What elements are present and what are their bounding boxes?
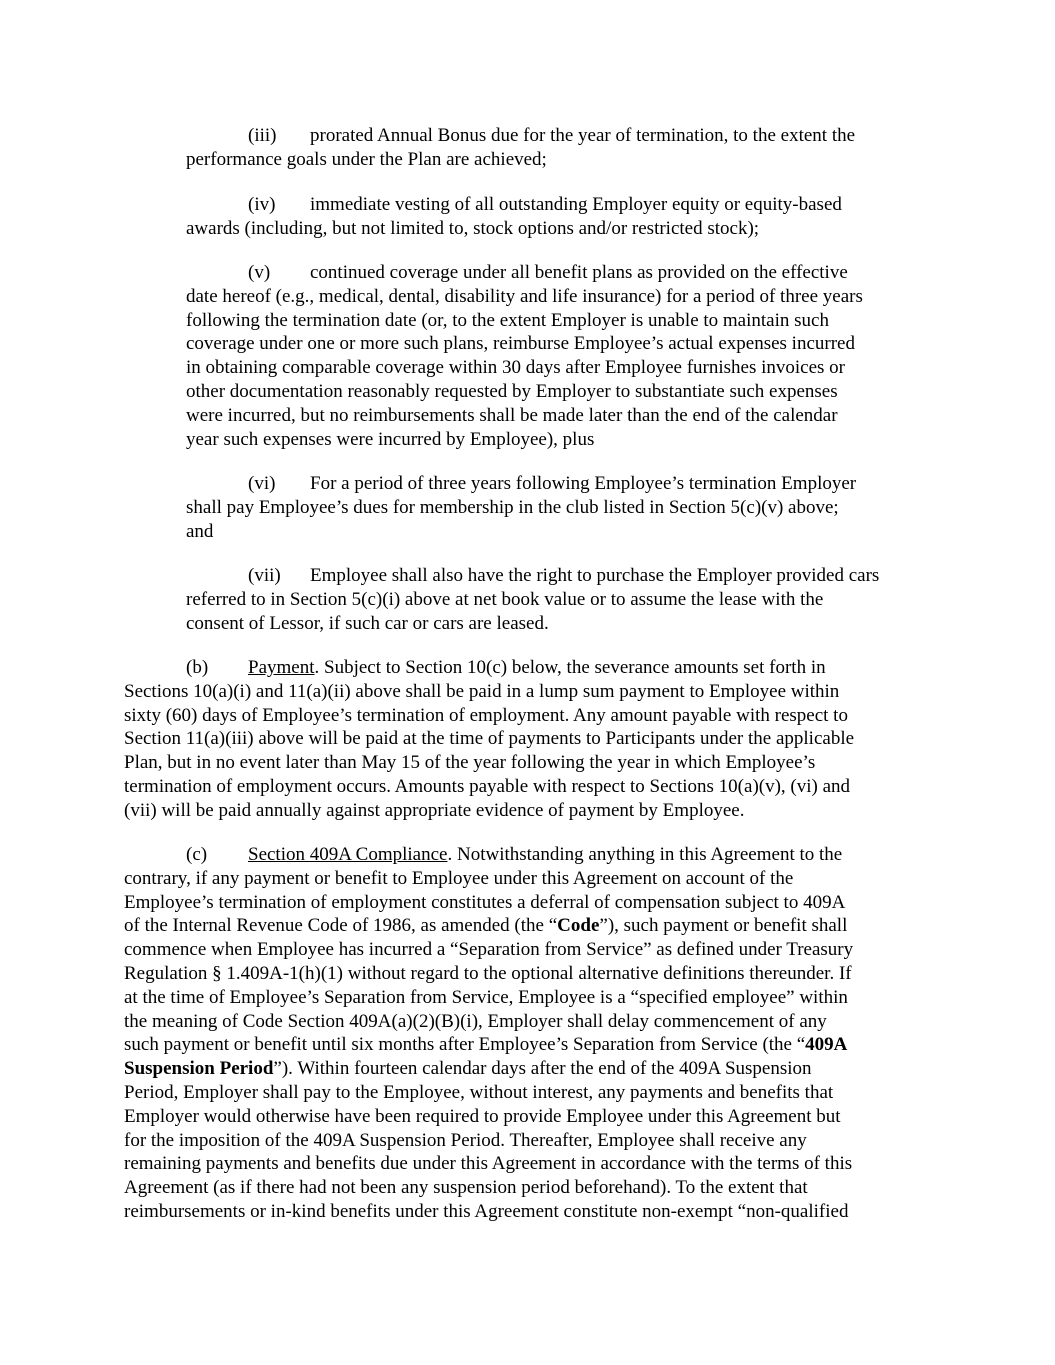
paragraph-line: Suspension Period”). Within fourteen calendar days after the end of the 409A Suspension (124, 1058, 812, 1080)
paragraph-line: Agreement (as if there had not been any suspension period beforehand). To the extent that (124, 1177, 808, 1199)
list-item-iii (186, 124, 946, 172)
paragraph-line: Regulation § 1.409A-1(h)(1) without regard to the optional alternative definitions thereunder. If (124, 962, 852, 984)
defined-term-409a: 409A (805, 1034, 848, 1056)
paragraph-c-409a (124, 843, 924, 1224)
paragraph-line: of the Internal Revenue Code of 1986, as amended (the “Code”), such payment or benefit shall (124, 915, 848, 937)
list-item-line: (iii) prorated Annual Bonus due for the year of termination, to the extent the (248, 125, 856, 146)
paragraph-number: (b) (186, 657, 209, 678)
paragraph-line: sixty (60) days of Employee’s termination of employment. Any amount payable with respect to (124, 704, 848, 726)
paragraph-line: Plan, but in no event later than May 15 of the year following the year in which Employee’s (124, 752, 816, 774)
list-item-line: were incurred, but no reimbursements shall be made later than the end of the calendar (186, 404, 838, 426)
defined-term-code: Code (557, 915, 600, 937)
defined-term-suspension-period: Suspension Period (124, 1058, 274, 1080)
list-item-line: year such expenses were incurred by Employee), plus (186, 428, 595, 450)
paragraph-line: such payment or benefit until six months after Employee’s Separation from Service (the “409A (124, 1034, 848, 1056)
list-item-line: (iv) immediate vesting of all outstanding Employer equity or equity-based (248, 194, 842, 215)
paragraph-number: (c) (186, 844, 208, 865)
paragraph-line: (b) Payment. Subject to Section 10(c) below, the severance amounts set forth in (186, 657, 826, 678)
paragraph-line: remaining payments and benefits due under this Agreement in accordance with the terms of this (124, 1153, 853, 1175)
item-number: (vii) (248, 565, 281, 586)
paragraph-line: termination of employment occurs. Amounts payable with respect to Sections 10(a)(v), (vi) and (124, 775, 851, 797)
list-item-line: performance goals under the Plan are achieved; (186, 148, 547, 170)
paragraph-line: reimbursements or in-kind benefits under this Agreement constitute non-exempt “non-qualified (124, 1200, 849, 1222)
paragraph-line: Employer would otherwise have been required to provide Employee under this Agreement but (124, 1105, 841, 1127)
paragraph-line: Period, Employer shall pay to the Employee, without interest, any payments and benefits that (124, 1081, 834, 1103)
list-item-line: awards (including, but not limited to, stock options and/or restricted stock); (186, 217, 760, 239)
list-item-v (186, 261, 946, 451)
list-item-line: date hereof (e.g., medical, dental, disability and life insurance) for a period of three years (186, 285, 863, 307)
list-item-line: and (186, 520, 214, 542)
paragraph-line: (vii) will be paid annually against appropriate evidence of payment by Employee. (124, 799, 745, 821)
paragraph-heading: Payment (248, 657, 315, 678)
list-item-line: following the termination date (or, to the extent Employer is unable to maintain such (186, 309, 829, 331)
list-item-iv (186, 193, 946, 241)
list-item-line: (v) continued coverage under all benefit plans as provided on the effective (248, 262, 848, 283)
item-number: (vi) (248, 473, 276, 494)
paragraph-line: (c) Section 409A Compliance. Notwithstanding anything in this Agreement to the (186, 844, 843, 865)
list-item-line: shall pay Employee’s dues for membership in the club listed in Section 5(c)(v) above; (186, 496, 839, 518)
item-number: (iii) (248, 125, 277, 146)
list-item-vi (186, 472, 946, 543)
paragraph-line: contrary, if any payment or benefit to Employee under this Agreement on account of the (124, 867, 794, 889)
item-number: (v) (248, 262, 271, 283)
list-item-line: in obtaining comparable coverage within 30 days after Employee furnishes invoices or (186, 357, 845, 379)
paragraph-b-payment (124, 656, 924, 823)
item-number: (iv) (248, 194, 276, 215)
list-item-line: (vi) For a period of three years following Employee’s termination Employer (248, 473, 857, 494)
list-item-line: coverage under one or more such plans, reimburse Employee’s actual expenses incurred (186, 333, 855, 355)
list-item-line: (vii) Employee shall also have the right to purchase the Employer provided cars (248, 565, 880, 586)
paragraph-heading: Section 409A Compliance (248, 844, 448, 865)
list-item-line: referred to in Section 5(c)(i) above at net book value or to assume the lease with the (186, 588, 824, 610)
paragraph-line: Section 11(a)(iii) above will be paid at the time of payments to Participants under the applicable (124, 728, 855, 750)
paragraph-line: Sections 10(a)(i) and 11(a)(ii) above shall be paid in a lump sum payment to Employee within (124, 680, 840, 702)
paragraph-line: for the imposition of the 409A Suspension Period. Thereafter, Employee shall receive any (124, 1129, 807, 1151)
list-item-vii (186, 564, 946, 635)
paragraph-line: Employee’s termination of employment constitutes a deferral of compensation subject to 409A (124, 891, 846, 913)
paragraph-line: commence when Employee has incurred a “Separation from Service” as defined under Treasury (124, 939, 854, 961)
paragraph-line: at the time of Employee’s Separation from Service, Employee is a “specified employee” within (124, 986, 848, 1008)
paragraph-line: the meaning of Code Section 409A(a)(2)(B)(i), Employer shall delay commencement of any (124, 1010, 827, 1032)
list-item-line: other documentation reasonably requested by Employer to substantiate such expenses (186, 380, 838, 402)
list-item-line: consent of Lessor, if such car or cars are leased. (186, 612, 549, 634)
